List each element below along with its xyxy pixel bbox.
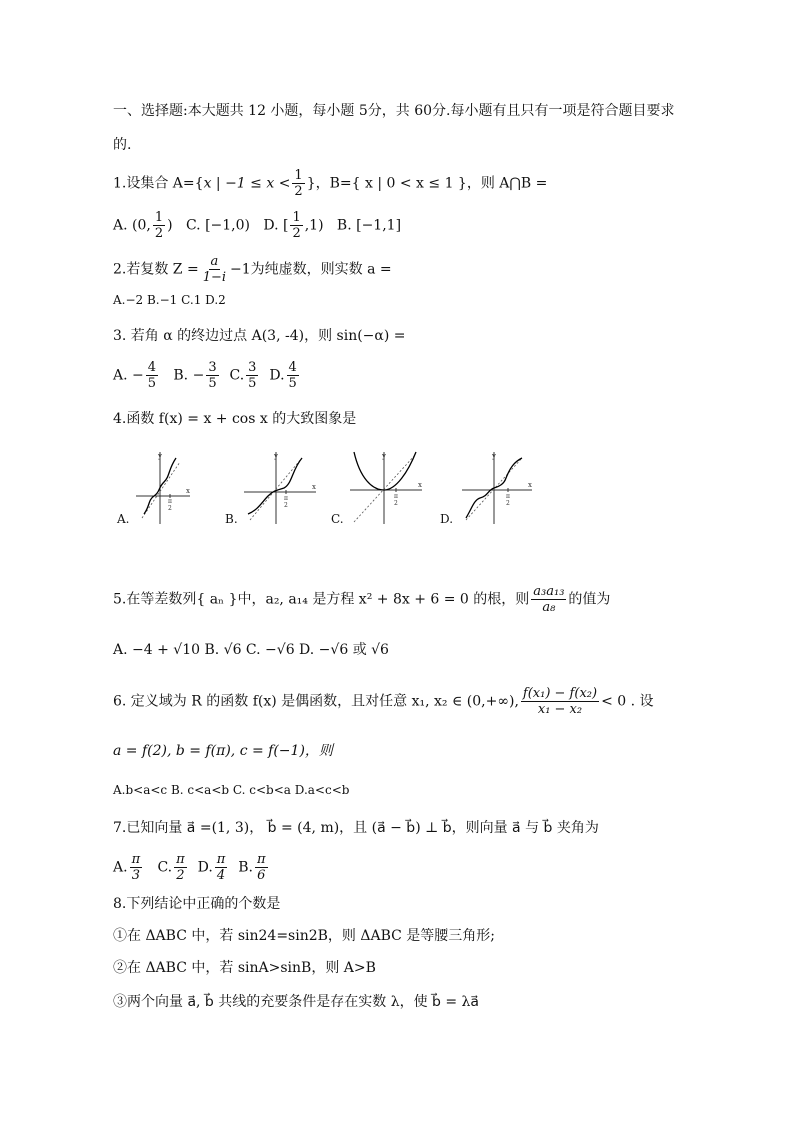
graph-a-y-label: y (158, 452, 162, 460)
q1-option-d-end: ,1) (304, 217, 324, 234)
q1-set-a: x | −1 ≤ x < (203, 175, 291, 192)
question-7-options (113, 852, 270, 883)
question-2-stem (113, 254, 392, 285)
graph-a-tick-num: π (168, 498, 172, 505)
q7-a-num: π (131, 852, 141, 867)
q3-a-den: 5 (147, 376, 157, 391)
q3-a-frac (146, 360, 158, 391)
q1-d-den: 2 (292, 226, 301, 241)
graph-label-c: C. (331, 512, 344, 526)
graph-b-tick-num: π (284, 495, 288, 502)
q7-option-a: A. (113, 859, 128, 876)
q3-a-num: 4 (147, 360, 157, 375)
q1-a-den: 2 (154, 226, 164, 241)
section-heading: 一、选择题:本大题共 12 小题，每小题 5分，共 60分.每小题有且只有一项是符合题目要求 (113, 103, 675, 119)
q1-frac-num: 1 (294, 168, 303, 183)
graph-b (240, 448, 344, 528)
graph-b-tick-den: 2 (284, 502, 288, 509)
graph-b-x-label: x (312, 483, 316, 491)
q6-prefix: 6. 定义域为 R 的函数 f(x) 是偶函数，且对任意 x₁, x₂ ∈ (0,+∞), (113, 693, 519, 710)
question-2-options: A.−2 B.−1 C.1 D.2 (113, 293, 226, 307)
q7-d-num: π (216, 852, 226, 867)
q1-option-a-end: ) (167, 217, 173, 234)
graph-a-tick-den: 2 (168, 505, 172, 512)
q5-num: a₃a₁₃ (533, 584, 565, 599)
question-1-stem (113, 168, 547, 199)
question-8-item-3: ③两个向量 a⃗, b⃗ 共线的充要条件是存在实数 λ，使 b⃗ = λa⃗ (113, 994, 480, 1010)
q1-prefix: 1.设集合 A={ (113, 175, 204, 192)
q2-den: 1−i (202, 270, 227, 285)
q1-option-d: D. [ (263, 217, 289, 234)
q3-b-frac (206, 360, 218, 391)
graph-label-a: A. (117, 512, 130, 526)
q1-option-a: A. (0, (113, 217, 151, 234)
q1-option-a-frac (153, 210, 165, 241)
q7-option-b: B. (238, 859, 253, 876)
q7-option-d: D. (197, 859, 213, 876)
q3-b-num: 3 (208, 360, 217, 375)
q7-a-frac (130, 852, 143, 883)
q2-num: a (210, 254, 219, 269)
graph-label-d: D. (440, 512, 454, 526)
section-heading-cont: 的. (113, 137, 132, 153)
q7-d-den: 4 (216, 868, 226, 883)
q6-den: x₁ − x₂ (537, 702, 583, 717)
q3-c-den: 5 (248, 376, 257, 391)
q7-a-den: 3 (131, 868, 140, 883)
graph-c-tick-den: 2 (394, 500, 398, 507)
q3-option-d: D. (269, 367, 285, 384)
question-8-item-2: ②在 ΔABC 中，若 sinA>sinB，则 A>B (113, 960, 376, 976)
q3-d-frac (287, 360, 299, 391)
q2-fraction (201, 254, 228, 285)
q1-option-d-frac (290, 210, 302, 241)
q7-option-c: C. (157, 859, 173, 876)
graph-a (132, 448, 236, 528)
q6-suffix: < 0 . 设 (601, 693, 654, 710)
graph-d-y-label: y (492, 452, 496, 460)
question-5-stem (113, 584, 610, 615)
q7-d-frac (215, 852, 228, 883)
q1-a-num: 1 (154, 210, 164, 225)
q7-c-num: π (176, 852, 185, 867)
q5-fraction (531, 584, 566, 615)
q1-fraction (292, 168, 304, 199)
q3-option-b: B. − (173, 367, 205, 384)
q1-option-c: C. [−1,0) (185, 217, 250, 234)
question-7-stem: 7.已知向量 a⃗ =(1, 3)， b⃗ = (4, m)，且 (a⃗ − b⃗) ⊥ b⃗，则向量 a⃗ 与 b⃗ 夹角为 (113, 820, 599, 836)
q1-set-b: }，B={ x | 0 < x ≤ 1 }，则 A⋂B = (306, 175, 548, 192)
question-6-options: A.b<a<c B. c<a<b C. c<b<a D.a<c<b (113, 783, 350, 797)
q5-prefix: 5.在等差数列{ aₙ }中，a₂, a₁₄ 是方程 x² + 8x + 6 = 0 的根，则 (113, 591, 530, 608)
question-6-stem (113, 686, 654, 717)
q3-b-den: 5 (208, 376, 217, 391)
q7-b-den: 6 (257, 868, 266, 883)
graph-c-y-label: y (382, 452, 386, 460)
question-8-stem: 8.下列结论中正确的个数是 (113, 896, 281, 912)
q3-d-num: 4 (288, 360, 297, 375)
q7-c-den: 2 (176, 868, 185, 883)
q1-option-b: B. [−1,1] (336, 217, 402, 234)
question-6-definitions: a = f(2), b = f(π), c = f(−1)，则 (113, 743, 333, 759)
q1-d-num: 1 (292, 210, 301, 225)
q3-option-c: C. (229, 367, 245, 384)
q2-prefix: 2.若复数 Z = (113, 261, 199, 278)
graph-d-tick-num: π (506, 493, 510, 500)
question-3-stem: 3. 若角 α 的终边过点 A(3, -4)，则 sin(−α) = (113, 328, 406, 344)
q3-c-num: 3 (248, 360, 257, 375)
graph-b-y-label: y (274, 452, 278, 460)
q7-b-frac (255, 852, 268, 883)
graph-c-tick-num: π (394, 493, 398, 500)
q5-suffix: 的值为 (568, 591, 611, 608)
graph-d-tick-den: 2 (506, 500, 510, 507)
question-5-options: A. −4 + √10 B. √6 C. −√6 D. −√6 或 √6 (113, 642, 389, 658)
graph-a-x-label: x (186, 487, 190, 495)
q7-b-num: π (256, 852, 266, 867)
graph-c-x-label: x (418, 481, 422, 489)
q5-den: a₈ (542, 600, 556, 615)
q6-num: f(x₁) − f(x₂) (522, 686, 598, 701)
question-8-item-1: ①在 ΔABC 中，若 sin24=sin2B，则 ΔABC 是等腰三角形; (113, 928, 496, 944)
q3-d-den: 5 (288, 376, 297, 391)
question-3-options (113, 360, 301, 391)
q1-frac-den: 2 (294, 184, 303, 199)
q3-c-frac (246, 360, 258, 391)
graph-label-b: B. (225, 512, 238, 526)
graph-c (346, 448, 450, 528)
q6-fraction (521, 686, 599, 717)
graph-d-x-label: x (528, 481, 532, 489)
q3-option-a: A. − (113, 367, 144, 384)
question-4-stem: 4.函数 f(x) = x + cos x 的大致图象是 (113, 411, 357, 427)
q7-c-frac (174, 852, 187, 883)
graph-d (458, 448, 562, 528)
q2-suffix: −1为纯虚数，则实数 a = (230, 261, 392, 278)
question-1-options (113, 210, 401, 241)
